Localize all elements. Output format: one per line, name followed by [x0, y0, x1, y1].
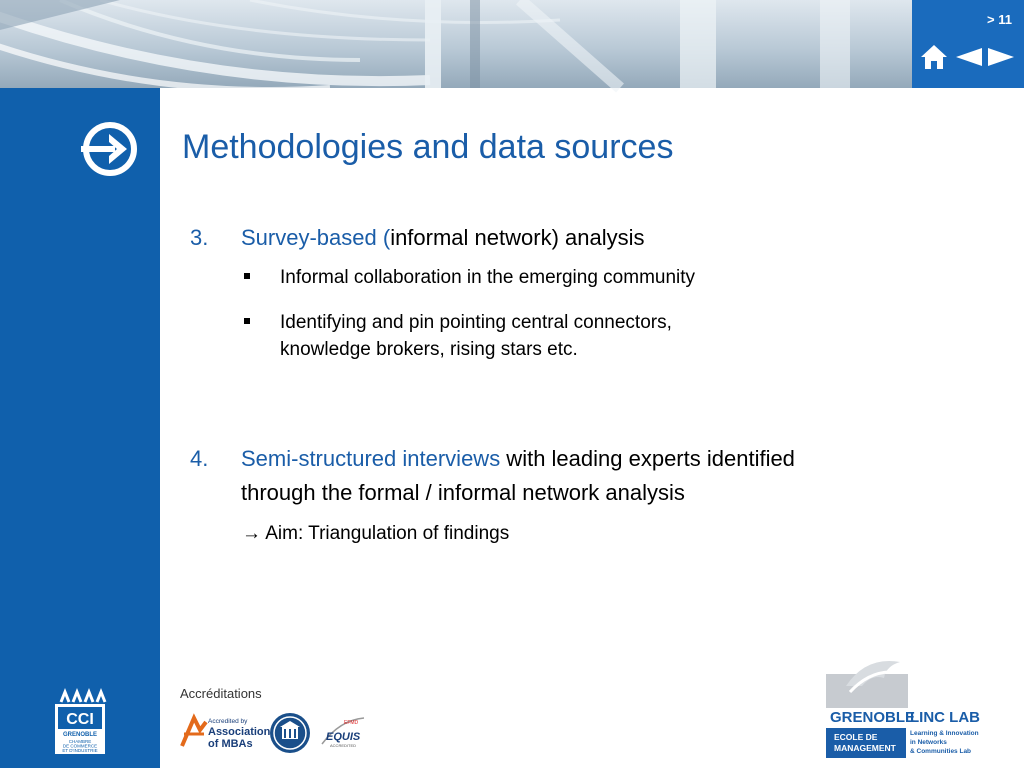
page-number: > 11: [987, 12, 1012, 27]
linc-line-1: Learning & Innovation: [910, 730, 979, 737]
cci-line-2: DE COMMERCE: [62, 743, 98, 749]
equis-sub: ACCREDITED: [330, 743, 357, 748]
cci-sub: GRENOBLE: [62, 732, 98, 738]
navigation-panel: [912, 0, 1024, 88]
equis-small: EFMD: [344, 720, 359, 726]
bullet-2-text-cont: knowledge brokers, rising stars etc.: [280, 339, 578, 360]
home-icon[interactable]: [920, 44, 948, 70]
linc-lab-title: LINC LAB: [910, 709, 980, 726]
slide-title: Methodologies and data sources: [182, 128, 674, 166]
linc-line-3: & Communities Lab: [910, 748, 972, 755]
bullet-2-text: Identifying and pin pointing central connectors,: [280, 312, 672, 333]
accreditation-seal-logo: [268, 711, 312, 755]
equis-logo: [320, 714, 370, 750]
item-3-text: informal network) analysis: [390, 225, 645, 250]
cci-grenoble-logo: [53, 690, 107, 756]
amba-line-2: Association: [208, 726, 271, 738]
item-3-number: 3.: [190, 225, 209, 250]
accreditations-label: Accréditations: [180, 686, 262, 701]
linc-line-2: in Networks: [910, 739, 947, 746]
aim-text: → Aim: Triangulation of findings: [242, 523, 510, 544]
amba-line-1: Accredited by: [208, 718, 248, 725]
grenoble-linc-lab-logo: [826, 656, 986, 760]
cci-line-1: CHAMBRE: [68, 739, 92, 744]
list-item-4: [190, 442, 980, 514]
item-3-highlight: Survey-based (: [241, 225, 391, 250]
item-4-text-line2: through the formal / informal network analysis: [241, 480, 685, 505]
bullet-1-text: Informal collaboration in the emerging community: [280, 267, 696, 288]
sidebar: [0, 88, 160, 768]
item-4-highlight: Semi-structured interviews: [241, 446, 501, 471]
gem-grenoble: GRENOBLE: [830, 709, 916, 726]
triangle-right-icon[interactable]: [988, 48, 1014, 66]
amba-logo: [180, 714, 271, 750]
item-4-number: 4.: [190, 446, 209, 471]
triangle-left-icon[interactable]: [956, 48, 982, 66]
gem-ecole-1: ECOLE DE: [834, 732, 878, 742]
gem-ecole-2: MANAGEMENT: [834, 743, 896, 753]
item-4-text: with leading experts identified: [500, 446, 795, 471]
cci-line-3: ET D'INDUSTRIE: [62, 748, 98, 753]
bullet-square: [244, 273, 250, 279]
amba-line-3: of MBAs: [208, 738, 253, 750]
circled-arrow-icon: [81, 120, 139, 178]
cci-text: CCI: [66, 711, 94, 728]
header-banner-image: [0, 0, 912, 88]
equis-text: EQUIS: [326, 731, 361, 743]
bullet-square: [244, 318, 250, 324]
